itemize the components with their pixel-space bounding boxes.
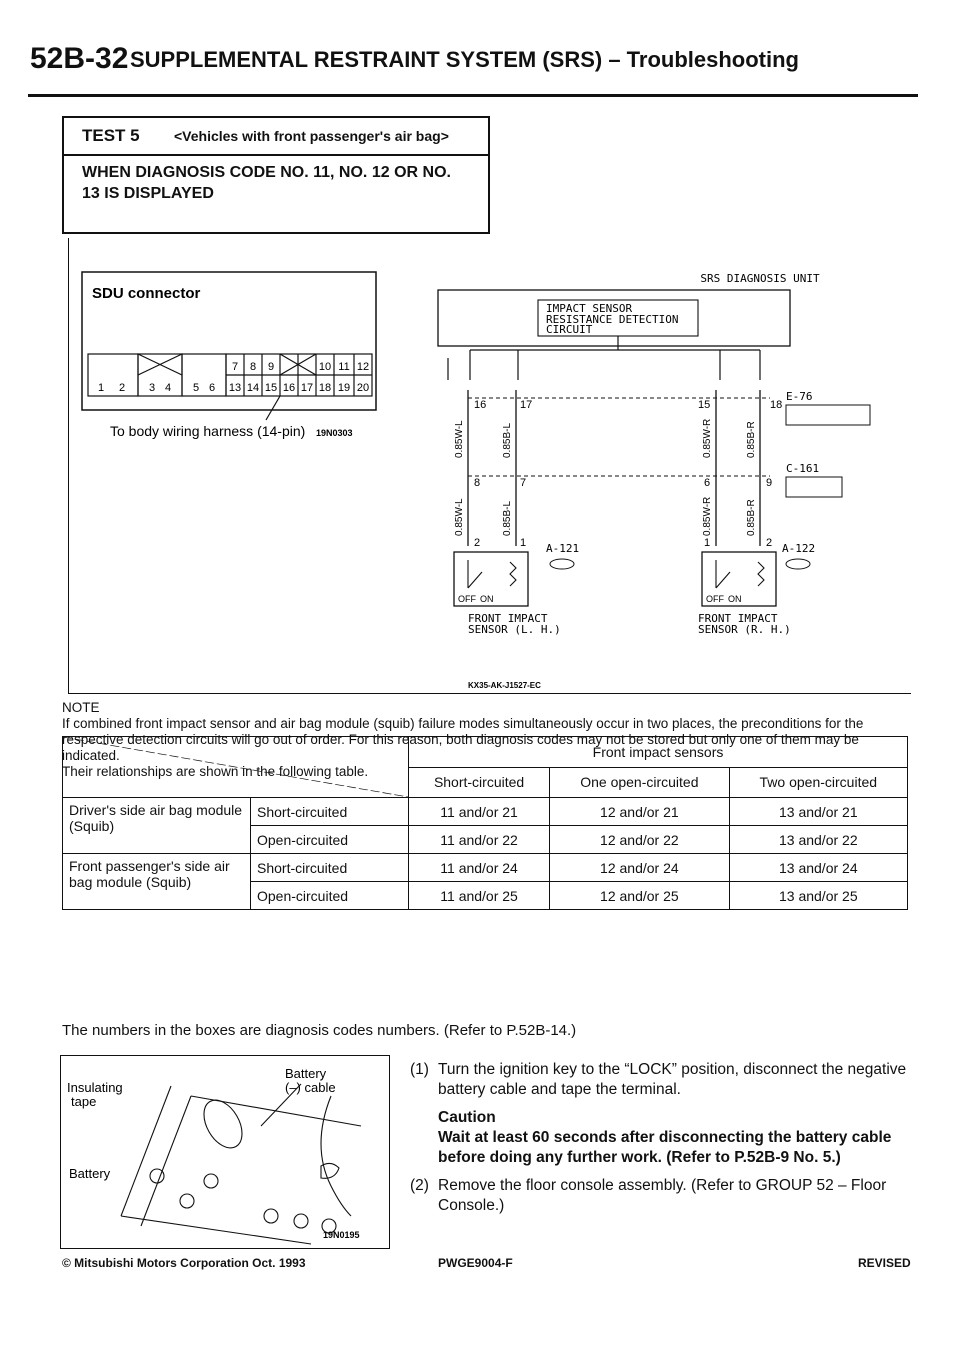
sdu-pin: 18 (318, 382, 332, 394)
wire-color-label: 0.85B-R (746, 499, 757, 536)
footer-doc-code: PWGE9004-F (438, 1256, 513, 1270)
pin-label: 16 (474, 399, 487, 411)
sdu-caption: To body wiring harness (14-pin) (110, 423, 306, 439)
sdu-title: SDU connector (92, 285, 201, 302)
battery-figure-code: 19N0195 (323, 1230, 360, 1240)
pin-label: 17 (520, 399, 533, 411)
note-text-2: Their relationships are shown in the following table. (62, 764, 369, 779)
sdu-figure-code: 19N0303 (316, 428, 353, 438)
code-cell: 11 and/or 24 (409, 854, 550, 882)
state-cell: Short-circuited (251, 854, 409, 882)
pin-label: 15 (698, 399, 711, 411)
test-box (62, 116, 490, 234)
sdu-pin: 19 (337, 382, 351, 394)
pin-label: 6 (704, 477, 711, 489)
state-cell: Open-circuited (251, 826, 409, 854)
pin-label: 2 (766, 537, 773, 549)
switch-on-label: ON (728, 594, 742, 604)
insulating-label: Insulating (67, 1080, 123, 1095)
connector-id: E-76 (786, 390, 813, 403)
pin-label: 8 (474, 477, 481, 489)
battery-label: Battery (69, 1166, 111, 1181)
caution-text: Wait at least 60 seconds after disconnecting the battery cable before doing any further work. (Refer to P.52B-9 No. 5.) (438, 1129, 892, 1166)
sensor-caption: FRONT IMPACT (698, 612, 778, 625)
pin-label: 7 (520, 477, 527, 489)
code-cell: 13 and/or 21 (729, 798, 907, 826)
wire-color-label: 0.85W-R (702, 418, 713, 458)
sdu-pin: 12 (356, 361, 370, 373)
sdu-pin: 20 (356, 382, 370, 394)
cable-label: Battery (285, 1066, 327, 1081)
sensor-caption: FRONT IMPACT (468, 612, 548, 625)
procedure-step (410, 1176, 912, 1216)
wire-color-label: 0.85B-L (502, 422, 513, 458)
connector-icon (786, 477, 842, 497)
sdu-pin: 10 (318, 361, 332, 373)
sensor-caption: SENSOR (R. H.) (698, 623, 791, 636)
code-cell: 11 and/or 22 (409, 826, 550, 854)
note-heading: NOTE (62, 700, 100, 715)
sdu-pin: 5 (192, 382, 200, 394)
pin-label: 9 (766, 477, 773, 489)
sdu-pin: 3 (148, 382, 156, 394)
state-cell: Open-circuited (251, 882, 409, 910)
code-cell: 12 and/or 25 (550, 882, 729, 910)
pin-label: 1 (520, 537, 527, 549)
code-cell: 12 and/or 24 (550, 854, 729, 882)
module-cell: Front passenger's side air bag module (Squib) (63, 854, 251, 910)
table-row (63, 798, 908, 826)
diagnosis-unit-label: SRS DIAGNOSIS UNIT (700, 272, 820, 285)
code-cell: 13 and/or 22 (729, 826, 907, 854)
step-number: (2) (410, 1177, 429, 1194)
sdu-pin: 13 (228, 382, 242, 394)
sdu-pin: 15 (264, 382, 278, 394)
header-rule (28, 94, 918, 97)
sdu-pin: 7 (231, 361, 239, 373)
column-header: One open-circuited (550, 767, 729, 798)
code-cell: 11 and/or 25 (409, 882, 550, 910)
sdu-pin: 16 (282, 382, 296, 394)
page-number: 52B-32 (30, 42, 129, 75)
table-footnote: The numbers in the boxes are diagnosis codes numbers. (Refer to P.52B-14.) (62, 1022, 577, 1039)
sdu-pin: 8 (249, 361, 257, 373)
sdu-pin: 6 (208, 382, 216, 394)
wire-color-label: 0.85W-L (454, 498, 465, 536)
sensor-switch-drawing (468, 560, 764, 588)
sdu-pin: 17 (300, 382, 314, 394)
procedure-step (410, 1060, 912, 1100)
column-header: Short-circuited (409, 767, 550, 798)
wire-color-label: 0.85B-R (746, 421, 757, 458)
code-cell: 11 and/or 21 (409, 798, 550, 826)
pin-label: 2 (474, 537, 481, 549)
footer-status: REVISED (858, 1256, 911, 1270)
connector-icon (550, 559, 574, 569)
table-corner-cell (63, 737, 409, 798)
switch-off-label: OFF (706, 594, 724, 604)
state-cell: Short-circuited (251, 798, 409, 826)
page-title: SUPPLEMENTAL RESTRAINT SYSTEM (SRS) – Troubleshooting (130, 47, 799, 72)
code-cell: 13 and/or 24 (729, 854, 907, 882)
switch-off-label: OFF (458, 594, 476, 604)
test-divider (64, 154, 488, 156)
battery-drawing (121, 1084, 361, 1244)
code-cell: 12 and/or 22 (550, 826, 729, 854)
connector-icon (786, 405, 870, 425)
circuit-label-line: IMPACT SENSOR (546, 302, 633, 315)
connector-id: C-161 (786, 462, 820, 475)
sdu-pin: 2 (118, 382, 126, 394)
sdu-pin: 11 (338, 361, 350, 373)
sdu-pin: 9 (267, 361, 275, 373)
sensor-caption: SENSOR (L. H.) (468, 623, 561, 636)
step-text: Turn the ignition key to the “LOCK” position, disconnect the negative battery cable and tape the terminal. (438, 1061, 907, 1098)
test-subtitle: <Vehicles with front passenger's air bag> (174, 128, 449, 144)
note-text: If combined front impact sensor and air bag module (squib) failure modes simultaneously occur in two places, the preconditions for the respective detection circuits will go out of order. For this reason, both diagnosis codes may not be stored but only one of them may be indicated. (62, 716, 864, 763)
circuit-label-line: CIRCUIT (546, 323, 593, 336)
circuit-label-line: RESISTANCE DETECTION (546, 313, 679, 326)
srs-wiring-diagram (70, 240, 910, 692)
test-condition: WHEN DIAGNOSIS CODE NO. 11, NO. 12 OR NO. 13 IS DISPLAYED (82, 164, 451, 202)
table-row (63, 854, 908, 882)
test-label: TEST 5 (82, 126, 140, 145)
sdu-pin: 4 (164, 382, 172, 394)
wire-color-label: 0.85B-L (502, 500, 513, 536)
group-header: Front impact sensors (409, 737, 908, 768)
diagnosis-code-table (62, 736, 908, 910)
tape-label: tape (71, 1094, 97, 1109)
step-text: Remove the floor console assembly. (Refer to GROUP 52 – Floor Console.) (438, 1177, 887, 1214)
code-cell: 12 and/or 21 (550, 798, 729, 826)
figure-code: KX35-AK-J1527-EC (468, 681, 541, 690)
unit-internal-wiring (448, 336, 760, 380)
step-number: (1) (410, 1061, 429, 1078)
wire-color-label: 0.85W-L (454, 420, 465, 458)
footer-copyright: © Mitsubishi Motors Corporation Oct. 1993 (62, 1256, 306, 1270)
procedure-steps (410, 1060, 912, 1224)
switch-on-label: ON (480, 594, 494, 604)
corner-diagonal (63, 737, 408, 797)
connector-icon (786, 559, 810, 569)
module-cell: Driver's side air bag module (Squib) (63, 798, 251, 854)
battery-illustration (60, 1055, 390, 1249)
pin-label: 1 (704, 537, 711, 549)
wire-color-label: 0.85W-R (702, 496, 713, 536)
pin-label: 18 (770, 399, 783, 411)
sdu-pin: 1 (97, 382, 105, 394)
caution-heading: Caution (438, 1109, 496, 1126)
connector-id: A-121 (546, 542, 580, 555)
connector-id: A-122 (782, 542, 816, 555)
code-cell: 13 and/or 25 (729, 882, 907, 910)
cable-label: (–) cable (285, 1080, 336, 1095)
column-header: Two open-circuited (729, 767, 907, 798)
sdu-pin: 14 (246, 382, 260, 394)
connector-dashed-lines (468, 398, 770, 476)
